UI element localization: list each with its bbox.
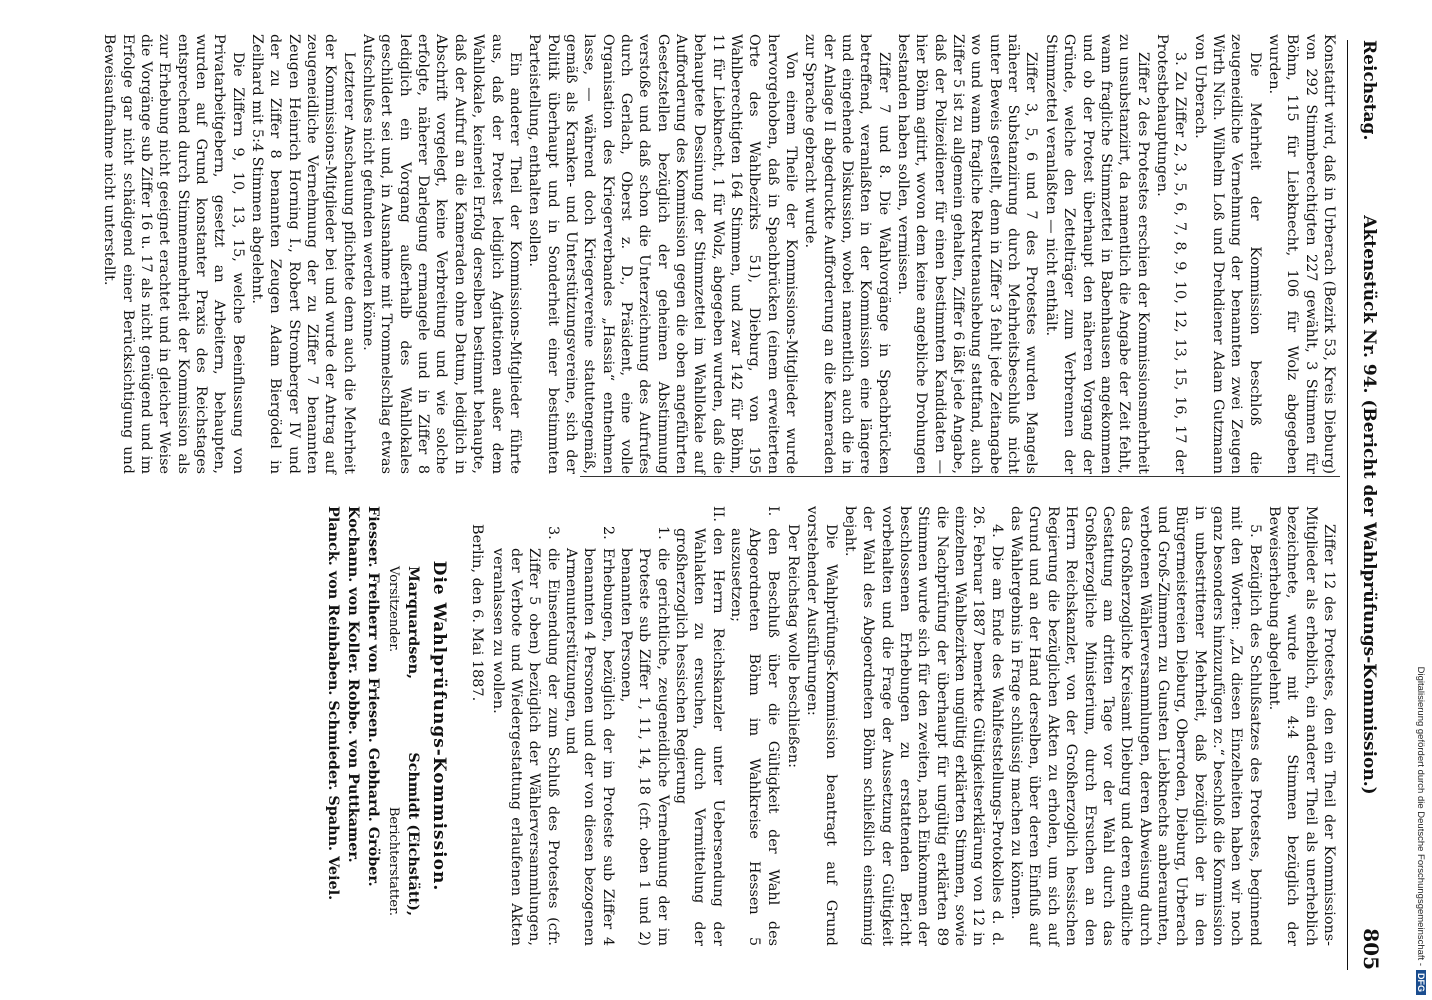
signature-block (324, 506, 424, 946)
paragraph: 3. Zu Ziffer 2, 3, 5, 6, 7, 8, 9, 10, 12, 13, 15, 16, 17 der Protestbehauptungen. (1153, 34, 1189, 474)
signature-roles (384, 506, 404, 946)
signature-officers (404, 506, 424, 946)
paragraph: Konstatirt wird, daß in Urberach (Bezirk 53, Kreis Dieburg) von 292 Stimmberechtigten 227 gewählt, 3 Stimmen für Böhm, 115 für Liebknecht, 106 für Wolz abgegeben wurden. (1265, 34, 1337, 474)
left-column (99, 34, 1338, 474)
list-number: 1. (654, 526, 671, 540)
header-reichstag: Reichstag. (1359, 40, 1379, 141)
paragraph: Die Wahlprüfungs-Kommission beantragt auf Grund vorstehender Ausführungen: (804, 506, 839, 946)
list-number: II. (709, 506, 726, 522)
paragraph: Von einem Theile der Kommissions-Mitglieder wurde hervorgehoben, daß in Spachbrücken (einem erweiterten Orte des Wahlbezirks 51), Dieburg, von 195 Wahlberechtigten 164 Stimmen, und zwar 142 für Böhm, 11 für Liebknecht, 1 für Wolz, abgegeben wurden, daß die behauptete Dessinung der Stimmzettel im Wahllokale auf Aufforderung des Kommission gegen die oben angeführten Gesetzstellen bezüglich der geheimen Abstimmung verstoße und daß schon die Unterzeichnung des Aufrufes durch Gerlach, Oberst z. D., Präsident, eine volle Organisation des Kriegerverbandes „Hassia“ entnehmen lasse, — während doch Kriegervereine statutengemäß, gemäß als Kranken- und Unterstützungsvereine, sich der Politik überhaupt und in Sonderheit einer bestimmten Parteistellung, enthalten sollen. (526, 34, 800, 474)
list-subitem (562, 506, 617, 946)
column-divider (580, 476, 1340, 477)
list-text: den Herrn Reichskanzler unter Uebersendung der Wahlakten zu ersuchen, durch Vermittelung der großherzoglich hessischen Regierung (672, 528, 726, 946)
paragraph: Ziffer 12 des Protestes, den ein Theil der Kommissions-Mitglieder als erheblich, ein anderer Theil als unerheblich bezeichnete, wurde mit 4:4 Stimmen bezüglich der Beweiserhebung abgelehnt. (1265, 506, 1337, 946)
paragraph: Ziffer 7 und 8. Die Wahlvorgänge in Spachbrücken betreffend, veranlaßten in der Kommission eine längere und eingehende Diskussion, wobei namentlich auch die in der Anlage II abgedruckte Aufforderung an die Kameraden zur Sprache gebracht wurde. (802, 34, 892, 474)
signers-line: Kochann. von Koller. Robbe. von Puttkamer. (345, 506, 363, 863)
page-number: 805 (1359, 928, 1383, 970)
paragraph: Die Ziffern 9, 10, 13, 15, welche Beeinflussung von Privatarbeitgebern, gesetzt an Arbeitern, behaupten, wurden auf Grund konstanter Praxis des Reichstages entsprechend durch Stimmenmehrheit der Kommission als zur Erhebung nicht geeignet erachtet und in gleicher Weise die Vorgänge sub Ziffer 16 u. 17 als nicht genügend und im Erfolge gar nicht schädigend einer Berücksichtigung und Beweisaufnahme nicht unterstellt. (101, 34, 246, 474)
list-text: den Beschluß über die Gültigkeit der Wahl des Abgeordneten Böhm im Wahlkreise Hessen 5 auszusetzen; (728, 528, 781, 946)
paragraph: Der Reichstag wolle beschließen: (785, 524, 802, 769)
chair-role: Vorsitzender. (386, 566, 402, 653)
paragraph: Ziffer 3, 5, 6 und 7 des Protestes wurden Mangels näherer Substanziirung durch Mehrheitsbeschluß nicht unter Beweis gestellt, denn in Ziffer 3 fehlt jede Zeitangabe wo und wann fragliche Rekrutenaushebung stattfand, auch Ziffer 5 ist zu allgemein gehalten, Ziffer 6 läßt jede Angabe, daß der Polizeidiener für einen bestimmten Kandidaten — hier Böhm agitirt, wovon dem keine angebliche Drohungen bestanden haben sollen, vermissen. (895, 34, 1040, 474)
paragraph: 5. Bezüglich des Schlußsatzes des Protestes, beginnend mit den Worten: „Zu diesen Einzelheiten haben wir noch ganz besonders hinzuzufügen zc.“ beschloß die Kommission in unbestrittener Mehrheit, daß bezüglich der in den Bürgermeistereien Dieburg, Oberroden, Dieburg, Urberach und Groß-Zimmern zu Gunsten Liebknechts anberaumten, verbotenen Wählerversammlungen, deren Abweisung durch das Großherzogliche Kreisamt Dieburg und deren endliche Gestattung am dritten Tage vor der Wahl durch das Großherzogliche Ministerium, durch Ersuchen an den Herrn Reichskanzler, von der Großherzoglich hessischen Regierung die bezüglichen Akten zu erholen, um sich auf Grund und an der Hand derselben, über deren Einfluß auf das Wahlergebnis in Frage schlüssig machen zu können. (1008, 506, 1263, 946)
header-title: Aktenstück Nr. 94. (Bericht der Wahlprüfungs-Kommission.) (1359, 215, 1379, 795)
list-text: die gerichtliche, zeugeneidliche Vernehmung der im Proteste sub Ziffer 1, 11, 14, 18 (cfr. oben 1 und 2) benannten Personen, (617, 548, 671, 946)
right-column (324, 506, 1339, 946)
list-text: die Einsendung der zum Schluß des Protestes (cfr. Ziffer 5 oben) bezüglich der Wählerversammlungen, der Verbote und Wiedergestattung erlaufenen Akten veranlassen zu wollen. (489, 548, 561, 946)
paragraph: Letzterer Anschauung pflichtete denn auch die Mehrheit der Kommissions-Mitglieder bei und wurde der Antrag auf zeugeneidliche Vernehmung der zu Ziffer 7 benannten Zeugen Heinrich Horning I., Robert Stromberger IV und der zu Ziffer 8 benannten Zeugen Adam Biergödel in Zeilhard mit 5:4 Stimmen abgelehnt. (249, 34, 357, 474)
list-subitem (488, 506, 561, 946)
chair-name: Marquardsen, (405, 566, 423, 680)
list-text: Erhebungen, bezüglich der im Proteste sub Ziffer 4 benannten 4 Personen und der von diesen bezogenen Armenunterstützungen, und (562, 548, 616, 946)
list-subitem (617, 506, 672, 946)
digitization-note (1412, 20, 1428, 995)
list-number: 3. (544, 526, 561, 540)
paragraph: Die Mehrheit der Kommission beschloß die zeugeneidliche Vernehmung der benannten zwei Zeugen Wirth Nich. Wilhelm Loß und Drehdiener Adam Gutzmann von Urberach. (1191, 34, 1263, 474)
dfg-logo: DFG (1416, 970, 1426, 995)
date-line: Berlin, den 6. Mai 1887. (469, 524, 486, 702)
list-item (727, 506, 782, 946)
list-number: I. (764, 506, 781, 517)
reporter-name: Schmidt (Eichstätt), (405, 752, 423, 916)
signers-line: Planck. von Reinbaben. Schmieder. Spahn. Veiel. (325, 506, 343, 901)
reporter-role: Berichterstatter. (386, 806, 402, 916)
list-item (672, 506, 727, 946)
digitization-text: Digitalisierung gefördert durch die Deutsche Forschungsgemeinschaft - (1415, 666, 1426, 966)
signers-line: Fiesser. Freiherr von Friesen. Gebhard. Gröber. (365, 506, 383, 887)
paragraph: 4. Die am Ende des Wahlfeststellungs-Protokolles d. d. 26. Februar 1887 bemerkte Gültigkeitserklärung von 12 in einzelnen Wahlbezirken ungültig erklärten Stimmen, sowie die Nachprüfung der überhaupt für ungültig erklärten 89 Stimmen wurde sich für den zweiten, nach Einkommen der beschlossenen Erhebungen zu erstattenden Bericht vorbehalten und die Frage der Aussetzung der Gültigkeit der Wahl des Abgeordneten Böhm schließlich einstimmig bejaht. (842, 506, 1005, 946)
motion-list (488, 506, 782, 946)
commission-title: Die Wahlprüfungs-Kommission. (428, 560, 449, 892)
paragraph: Ein anderer Theil der Kommissions-Mitglieder führte aus, daß der Protest lediglich Agitationen außer dem Wahllokale, keinerlei Erfolg derselben bestimmt behaupte, daß der Aufruf an die Kameraden ohne Datum, lediglich in Abschrift vorgelegt, keine Verbreitung und wie solche erfolgte, näherer Darlegung ermangele und in Ziffer 8 lediglich ein Vorgang außerhalb des Wahllokales geschildert sei und, in Ausnahme mit Trommelschlag etwas Aufschlußes nicht gefunden werden könne. (360, 34, 523, 474)
page-header (1347, 40, 1388, 970)
paragraph: Ziffer 2 des Protestes erschien der Kommissionsmehrheit zu unsubstanziirt, da namentlich die Angabe der Zeit fehlt, wann fragliche Stimmzettel in Babenhausen angekommen und ob der Protest überhaupt den näheren Vorgang der Gründe, welche den Zettelträger zum Verbrennen der Stimmzettel veranlaßten — nicht enthält. (1042, 34, 1151, 474)
list-number: 2. (599, 526, 616, 540)
